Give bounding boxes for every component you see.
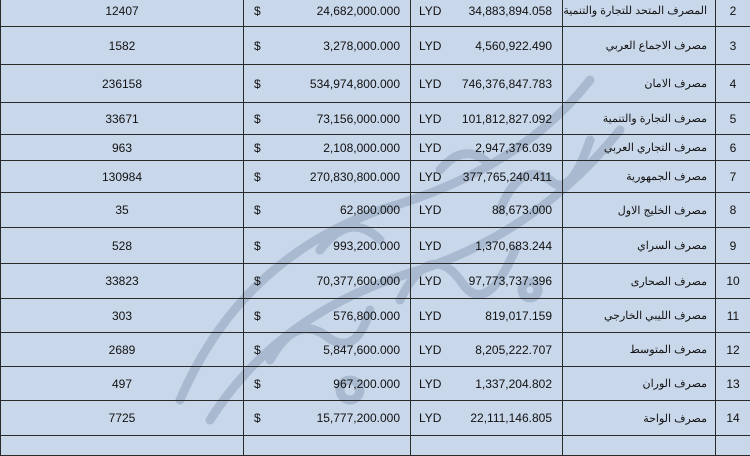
lyd-amount: 4,560,922.490 xyxy=(475,39,552,53)
transaction-count: 303 xyxy=(1,299,244,333)
row-number xyxy=(716,436,750,456)
row-number: 13 xyxy=(716,367,750,401)
lyd-label: LYD xyxy=(419,141,441,155)
lyd-amount-cell xyxy=(411,0,563,27)
table-row xyxy=(1,436,750,456)
bank-name: مصرف الاجماع العربي xyxy=(563,27,716,65)
bank-name xyxy=(563,436,716,456)
usd-amount-cell xyxy=(244,65,411,103)
lyd-label: LYD xyxy=(419,411,441,425)
lyd-amount: 819,017.159 xyxy=(485,309,552,323)
table-body xyxy=(1,0,750,456)
usd-amount-cell xyxy=(244,0,411,27)
table-row xyxy=(1,103,750,135)
usd-symbol: $ xyxy=(254,39,261,53)
row-number: 6 xyxy=(716,135,750,161)
usd-symbol: $ xyxy=(254,343,261,357)
bank-name: مصرف الوران xyxy=(563,367,716,401)
lyd-amount: 34,883,894.058 xyxy=(469,4,552,18)
lyd-label: LYD xyxy=(419,112,441,126)
usd-amount-cell xyxy=(244,299,411,333)
row-number: 5 xyxy=(716,103,750,135)
usd-amount: 62,800.000 xyxy=(340,203,400,217)
usd-amount: 5,847,600.000 xyxy=(323,343,400,357)
usd-symbol: $ xyxy=(254,112,261,126)
usd-amount-cell xyxy=(244,193,411,228)
row-number: 11 xyxy=(716,299,750,333)
lyd-amount: 22,111,146.805 xyxy=(470,411,552,425)
row-number: 10 xyxy=(716,264,750,299)
usd-amount: 24,682,000.000 xyxy=(317,4,400,18)
transaction-count: 963 xyxy=(1,135,244,161)
bank-name: مصرف الليبي الخارجي xyxy=(563,299,716,333)
row-number: 2 xyxy=(716,0,750,27)
bank-name: مصرف الخليج الاول xyxy=(563,193,716,228)
usd-amount: 993,200.000 xyxy=(333,239,400,253)
lyd-amount-cell xyxy=(411,264,563,299)
usd-amount-cell xyxy=(244,401,411,436)
transaction-count xyxy=(1,436,244,456)
transaction-count: 12407 xyxy=(1,0,244,27)
lyd-amount-cell xyxy=(411,401,563,436)
lyd-amount-cell xyxy=(411,367,563,401)
usd-amount: 967,200.000 xyxy=(333,377,400,391)
bank-name: مصرف التجاري العربي xyxy=(563,135,716,161)
bank-name: مصرف الجمهورية xyxy=(563,161,716,193)
transaction-count: 497 xyxy=(1,367,244,401)
table-row xyxy=(1,27,750,65)
lyd-amount: 2,947,376.039 xyxy=(475,141,552,155)
usd-amount-cell xyxy=(244,135,411,161)
bank-name: مصرف التجارة والتنمية xyxy=(563,103,716,135)
row-number: 8 xyxy=(716,193,750,228)
lyd-label: LYD xyxy=(419,170,441,184)
table-row xyxy=(1,161,750,193)
lyd-label: LYD xyxy=(419,377,441,391)
table-row xyxy=(1,228,750,264)
transaction-count: 1582 xyxy=(1,27,244,65)
lyd-amount: 377,765,240.411 xyxy=(463,170,552,184)
usd-amount: 2,108,000.000 xyxy=(323,141,400,155)
transaction-count: 2689 xyxy=(1,333,244,367)
transaction-count: 528 xyxy=(1,228,244,264)
table-row xyxy=(1,65,750,103)
row-number: 9 xyxy=(716,228,750,264)
lyd-label: LYD xyxy=(419,239,441,253)
table-row xyxy=(1,193,750,228)
transaction-count: 35 xyxy=(1,193,244,228)
row-number: 4 xyxy=(716,65,750,103)
lyd-amount-cell xyxy=(411,228,563,264)
lyd-amount: 746,376,847.783 xyxy=(462,77,552,91)
lyd-amount-cell xyxy=(411,299,563,333)
usd-symbol: $ xyxy=(254,170,261,184)
usd-symbol: $ xyxy=(254,77,261,91)
table-row xyxy=(1,401,750,436)
bank-name: مصرف السراي xyxy=(563,228,716,264)
lyd-amount: 1,337,204.802 xyxy=(475,377,552,391)
usd-symbol: $ xyxy=(254,274,261,288)
transaction-count: 7725 xyxy=(1,401,244,436)
lyd-label: LYD xyxy=(419,203,441,217)
row-number: 14 xyxy=(716,401,750,436)
usd-amount-cell xyxy=(244,161,411,193)
table-row xyxy=(1,333,750,367)
lyd-amount-cell xyxy=(411,333,563,367)
lyd-label: LYD xyxy=(419,274,441,288)
usd-amount-cell xyxy=(244,333,411,367)
lyd-label: LYD xyxy=(419,39,441,53)
usd-symbol: $ xyxy=(254,4,261,18)
row-number: 12 xyxy=(716,333,750,367)
lyd-amount-cell xyxy=(411,436,563,456)
usd-amount-cell xyxy=(244,103,411,135)
lyd-amount-cell xyxy=(411,65,563,103)
lyd-label: LYD xyxy=(419,77,441,91)
usd-amount: 70,377,600.000 xyxy=(317,274,400,288)
table-row xyxy=(1,0,750,27)
lyd-amount-cell xyxy=(411,27,563,65)
lyd-amount-cell xyxy=(411,161,563,193)
usd-amount-cell xyxy=(244,436,411,456)
usd-amount: 534,974,800.000 xyxy=(310,77,400,91)
bank-name: المصرف المتحد للتجارة والتنمية xyxy=(563,0,716,27)
row-number: 3 xyxy=(716,27,750,65)
lyd-amount: 101,812,827.092 xyxy=(462,112,552,126)
usd-symbol: $ xyxy=(254,141,261,155)
bank-name: مصرف المتوسط xyxy=(563,333,716,367)
bank-name: مصرف الصحارى xyxy=(563,264,716,299)
usd-amount-cell xyxy=(244,264,411,299)
usd-amount-cell xyxy=(244,27,411,65)
table-row xyxy=(1,299,750,333)
lyd-amount-cell xyxy=(411,103,563,135)
row-number: 7 xyxy=(716,161,750,193)
usd-amount: 15,777,200.000 xyxy=(317,411,400,425)
usd-symbol: $ xyxy=(254,411,261,425)
table-row xyxy=(1,135,750,161)
usd-symbol: $ xyxy=(254,377,261,391)
usd-amount: 270,830,800.000 xyxy=(310,170,400,184)
lyd-label: LYD xyxy=(419,309,441,323)
lyd-amount-cell xyxy=(411,193,563,228)
transaction-count: 236158 xyxy=(1,65,244,103)
usd-amount-cell xyxy=(244,367,411,401)
table-row xyxy=(1,264,750,299)
lyd-label: LYD xyxy=(419,343,441,357)
usd-symbol: $ xyxy=(254,309,261,323)
usd-amount: 73,156,000.000 xyxy=(317,112,400,126)
transaction-count: 33671 xyxy=(1,103,244,135)
bank-name: مصرف الواحة xyxy=(563,401,716,436)
transaction-count: 130984 xyxy=(1,161,244,193)
usd-symbol: $ xyxy=(254,239,261,253)
usd-amount: 3,278,000.000 xyxy=(323,39,400,53)
table-row xyxy=(1,367,750,401)
lyd-amount: 88,673.000 xyxy=(492,203,552,217)
lyd-amount: 8,205,222.707 xyxy=(475,343,552,357)
usd-symbol: $ xyxy=(254,203,261,217)
lyd-label: LYD xyxy=(419,4,441,18)
bank-name: مصرف الامان xyxy=(563,65,716,103)
usd-amount: 576,800.000 xyxy=(333,309,400,323)
usd-amount-cell xyxy=(244,228,411,264)
transaction-count: 33823 xyxy=(1,264,244,299)
lyd-amount-cell xyxy=(411,135,563,161)
lyd-amount: 97,773,737.396 xyxy=(469,274,552,288)
lyd-amount: 1,370,683.244 xyxy=(475,239,552,253)
